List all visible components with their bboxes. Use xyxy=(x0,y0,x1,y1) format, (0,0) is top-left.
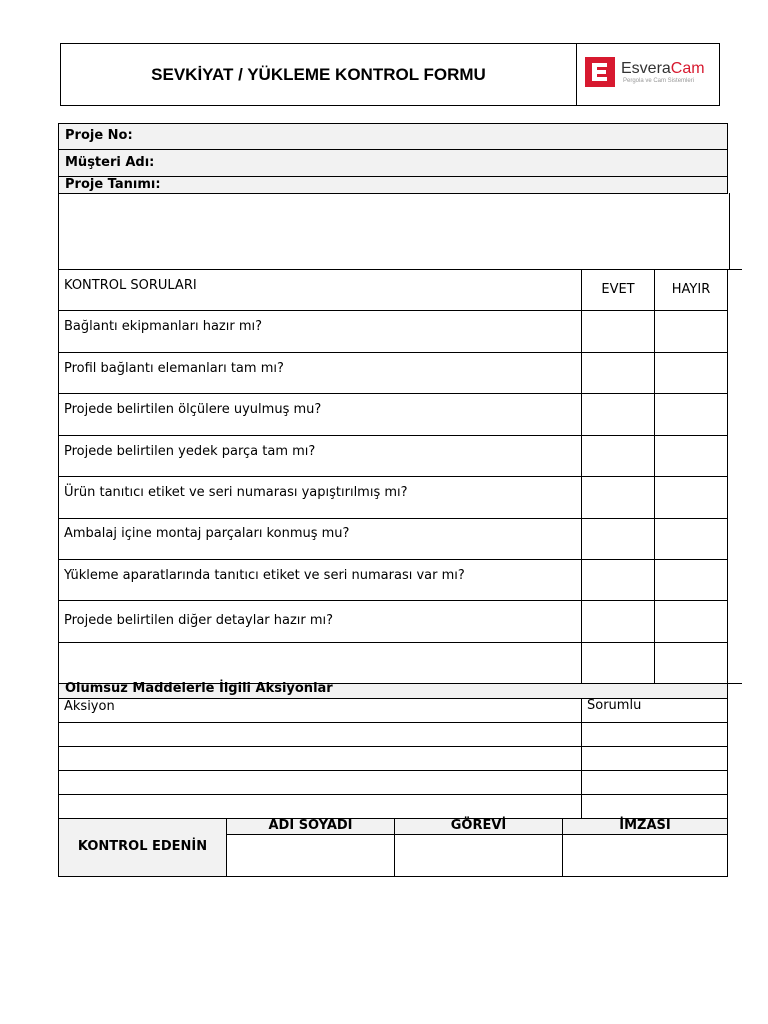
answer-no-cell[interactable] xyxy=(655,436,727,476)
action-input[interactable] xyxy=(59,747,581,770)
name-column-header: ADI SOYADI xyxy=(268,818,353,833)
page-title: SEVKİYAT / YÜKLEME KONTROL FORMU xyxy=(151,65,486,84)
answer-yes-cell[interactable] xyxy=(582,601,654,642)
responsible-input[interactable] xyxy=(582,723,727,746)
answer-no-cell[interactable] xyxy=(655,519,727,559)
question-6: Ambalaj içine montaj parçaları konmuş mu? xyxy=(64,526,350,541)
answer-no-cell[interactable] xyxy=(655,477,727,518)
answer-yes-cell[interactable] xyxy=(582,353,654,393)
responsible-input[interactable] xyxy=(582,771,727,794)
inspector-name-input[interactable] xyxy=(227,835,394,876)
inspector-signature-field[interactable] xyxy=(563,835,727,876)
form-header xyxy=(60,43,720,106)
answer-yes-cell[interactable] xyxy=(582,436,654,476)
project-no-label: Proje No: xyxy=(65,128,133,143)
question-8: Projede belirtilen diğer detaylar hazır mı? xyxy=(64,613,334,628)
answer-no-cell[interactable] xyxy=(655,560,727,600)
question-2: Profil bağlantı elemanları tam mı? xyxy=(64,361,284,376)
inspector-label-cell xyxy=(59,819,226,876)
answer-no-cell[interactable] xyxy=(655,353,727,393)
answer-no-cell[interactable] xyxy=(655,394,727,435)
inspector-label: KONTROL EDENİN xyxy=(77,839,208,854)
question-3: Projede belirtilen ölçülere uyulmuş mu? xyxy=(64,402,322,417)
inspector-role-input[interactable] xyxy=(395,835,562,876)
answer-no-cell[interactable] xyxy=(655,601,727,642)
answer-yes-cell[interactable] xyxy=(582,394,654,435)
responsible-column-header: Sorumlu xyxy=(587,698,642,713)
project-description-field[interactable] xyxy=(58,193,730,270)
company-logo xyxy=(577,44,719,105)
question-4: Projede belirtilen yedek parça tam mı? xyxy=(64,444,316,459)
answer-no-cell[interactable] xyxy=(655,311,727,352)
answer-yes-cell[interactable] xyxy=(582,519,654,559)
logo-name: Esvera xyxy=(621,60,671,77)
esvera-logo-icon xyxy=(585,57,615,87)
project-description-label: Proje Tanımı: xyxy=(65,177,161,192)
answer-yes-cell[interactable] xyxy=(582,311,654,352)
checklist-heading: KONTROL SORULARI xyxy=(64,278,197,293)
actions-heading: Olumsuz Maddelerle İlgili Aksiyonlar xyxy=(65,681,333,696)
role-column-header: GÖREVİ xyxy=(450,818,507,833)
question-7: Yükleme aparatlarında tanıtıcı etiket ve seri numarası var mı? xyxy=(64,568,465,583)
project-no-row xyxy=(58,123,728,150)
answer-yes-cell[interactable] xyxy=(582,560,654,600)
customer-name-label: Müşteri Adı: xyxy=(65,155,155,170)
action-input[interactable] xyxy=(59,795,581,818)
no-column-header: HAYIR xyxy=(671,282,711,297)
logo-tagline: Pergola ve Cam Sistemleri xyxy=(623,78,695,84)
logo-name-accent: Cam xyxy=(670,60,705,77)
yes-column-header: EVET xyxy=(601,282,635,297)
responsible-input[interactable] xyxy=(582,795,727,818)
customer-name-row xyxy=(58,149,728,177)
signature-column-header: İMZASI xyxy=(619,818,671,833)
project-description-row xyxy=(58,176,728,194)
question-1: Bağlantı ekipmanları hazır mı? xyxy=(64,319,263,334)
responsible-input[interactable] xyxy=(582,747,727,770)
action-input[interactable] xyxy=(59,771,581,794)
action-column-header: Aksiyon xyxy=(64,699,115,714)
actions-heading-row xyxy=(58,681,728,699)
question-5: Ürün tanıtıcı etiket ve seri numarası yapıştırılmış mı? xyxy=(64,485,408,500)
answer-yes-cell[interactable] xyxy=(582,477,654,518)
action-input[interactable] xyxy=(59,723,581,746)
